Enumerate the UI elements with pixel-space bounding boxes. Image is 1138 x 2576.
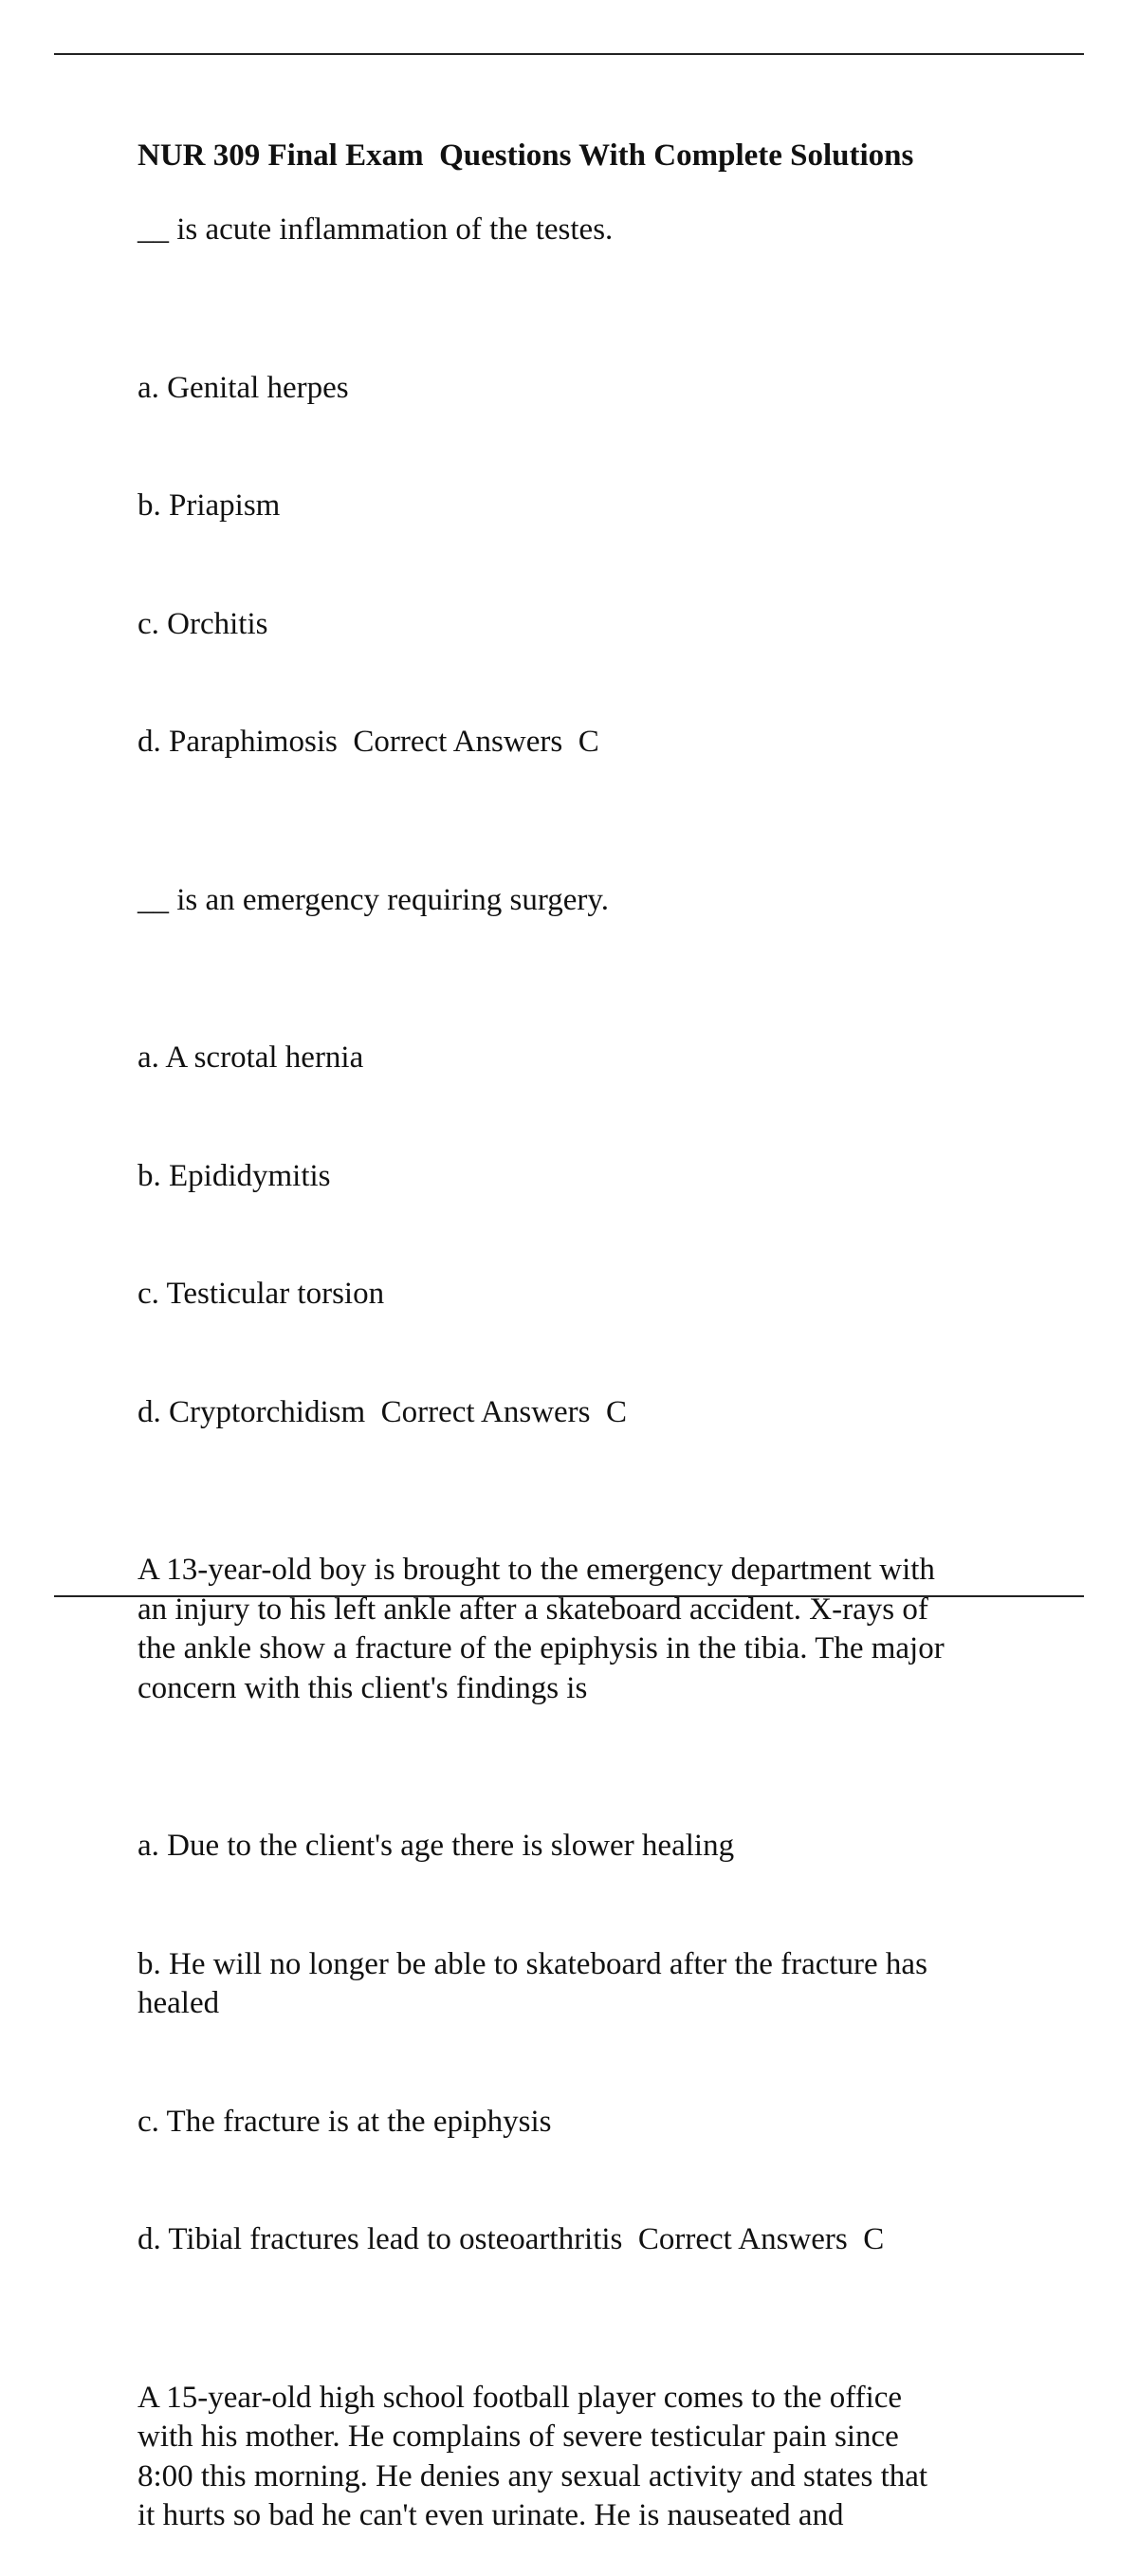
header-rule [54, 53, 1084, 55]
question-3-option-d: d. Tibial fractures lead to osteoarthritis Correct Answers C [138, 2222, 885, 2256]
question-3-option-c: c. The fracture is at the epiphysis [138, 2104, 552, 2139]
question-1-option-a: a. Genital herpes [138, 370, 349, 405]
question-2-option-a: a. A scrotal hernia [138, 1040, 364, 1075]
question-1-prompt: __ is acute inflammation of the testes. [138, 212, 614, 247]
question-2-options [138, 960, 1038, 1511]
question-1-options [138, 290, 1038, 841]
question-2-prompt: __ is an emergency requiring surgery. [138, 882, 609, 917]
question-1-option-d: d. Paraphimosis Correct Answers C [138, 725, 599, 759]
question-3-option-a: a. Due to the client's age there is slower healing [138, 1829, 735, 1863]
question-2-option-d: d. Cryptorchidism Correct Answers C [138, 1394, 628, 1429]
document-title: NUR 309 Final Exam Questions With Complete Solutions [138, 138, 914, 173]
document-body [138, 135, 1038, 2576]
question-2-option-c: c. Testicular torsion [138, 1277, 385, 1311]
footer-rule [54, 1595, 1084, 1597]
question-3-prompt: A 13-year-old boy is brought to the emergency department with an injury to his left ankle after a skateboard accident. X-rays of the ankle show a fracture of the epiphysis in the tibia. The major concern with this client's findings is [138, 1553, 945, 1705]
question-3-option-b: b. He will no longer be able to skateboard after the fracture has healed [138, 1946, 927, 2020]
question-3-options [138, 1748, 1038, 2339]
question-1-option-b: b. Priapism [138, 488, 281, 523]
question-1-option-c: c. Orchitis [138, 606, 268, 641]
question-4-prompt: A 15-year-old high school football player comes to the office with his mother. He complains of severe testicular pain since 8:00 this morning. He denies any sexual activity and states that it hurts so bad he can't even urinate. He is nauseated and [138, 2380, 928, 2532]
question-2-option-b: b. Epididymitis [138, 1158, 331, 1193]
